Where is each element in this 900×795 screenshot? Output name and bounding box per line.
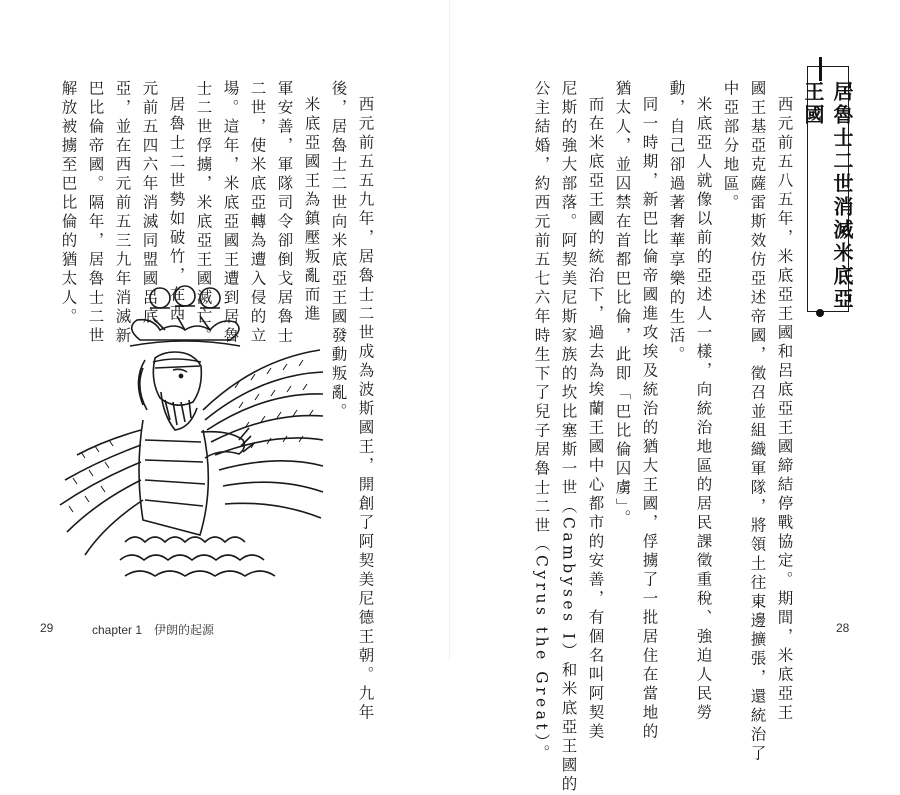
page-number-right: 28 [836,621,850,635]
left-text-column: 後，居魯士二世向米底亞王國發動叛亂。 [329,80,348,422]
left-text-column: 米底亞國王為鎮壓叛亂而進 [302,96,321,324]
left-text-column: 解放被擄至巴比倫的猶太人。 [59,80,78,327]
right-text-column: 西元前五八五年，米底亞王國和呂底亞王國締結停戰協定。期間，米底亞王 [775,96,794,723]
left-text-column: 元前五四六年消滅同盟國呂底 [140,80,159,327]
chapter-label: chapter 1 伊朗的起源 [92,623,215,637]
left-text-column: 二世，使米底亞轉為遭入侵的立 [248,80,267,346]
section-title-box [801,66,854,312]
left-text-column: 軍安善，軍隊司令卻倒戈居魯士 [275,80,294,346]
right-text-column: 中亞部分地區。 [721,80,740,213]
left-text-column: 亞，並在西元前五三九年消滅新 [113,80,132,346]
left-text-column: 場。這年，米底亞國王遭到居魯 [221,80,240,346]
left-text-column: 巴比倫帝國。隔年，居魯士二世 [86,80,105,346]
page-number-left: 29 [40,621,54,635]
section-title: 居魯士二世消滅米底亞王國 [801,81,854,311]
right-text-column: 猶太人，並囚禁在首都巴比倫，此即「巴比倫囚虜」。 [613,80,632,529]
right-text-column: 公主結婚，約西元前五七六年時生下了兒子居魯士二世（Cyrus the Great）。 [532,80,551,764]
right-text-column: 而在米底亞王國的統治下，過去為埃蘭王國中心都市的安善，有個名叫阿契美 [586,96,605,742]
right-text-column: 動，自己卻過著奢華享樂的生活。 [667,80,686,365]
title-accent-bar [819,57,822,81]
left-text-column: 居魯士二世勢如破竹，在西 [167,96,186,324]
title-accent-dot [816,309,824,317]
right-text-column: 米底亞人就像以前的亞述人一樣，向統治地區的居民課徵重稅、強迫人民勞 [694,96,713,723]
right-text-column: 同一時期，新巴比倫帝國進攻埃及統治的猶大王國，俘擄了一批居住在當地的 [640,96,659,742]
right-text-column: 國王基亞克薩雷斯效仿亞述帝國，徵召並組織軍隊，將領土往東邊擴張，還統治了 [748,80,767,764]
book-spine [449,0,450,661]
left-text-column: 西元前五五九年，居魯士二世成為波斯國王，開創了阿契美尼德王朝。九年 [356,96,375,723]
winged-figure-illustration [25,280,325,580]
left-text-column: 士二世俘擄，米底亞王國滅亡。 [194,80,213,346]
right-text-column: 尼斯的強大部落。阿契美尼斯家族的坎比塞斯一世（Cambyses I）和米底亞王國的 [559,80,578,795]
